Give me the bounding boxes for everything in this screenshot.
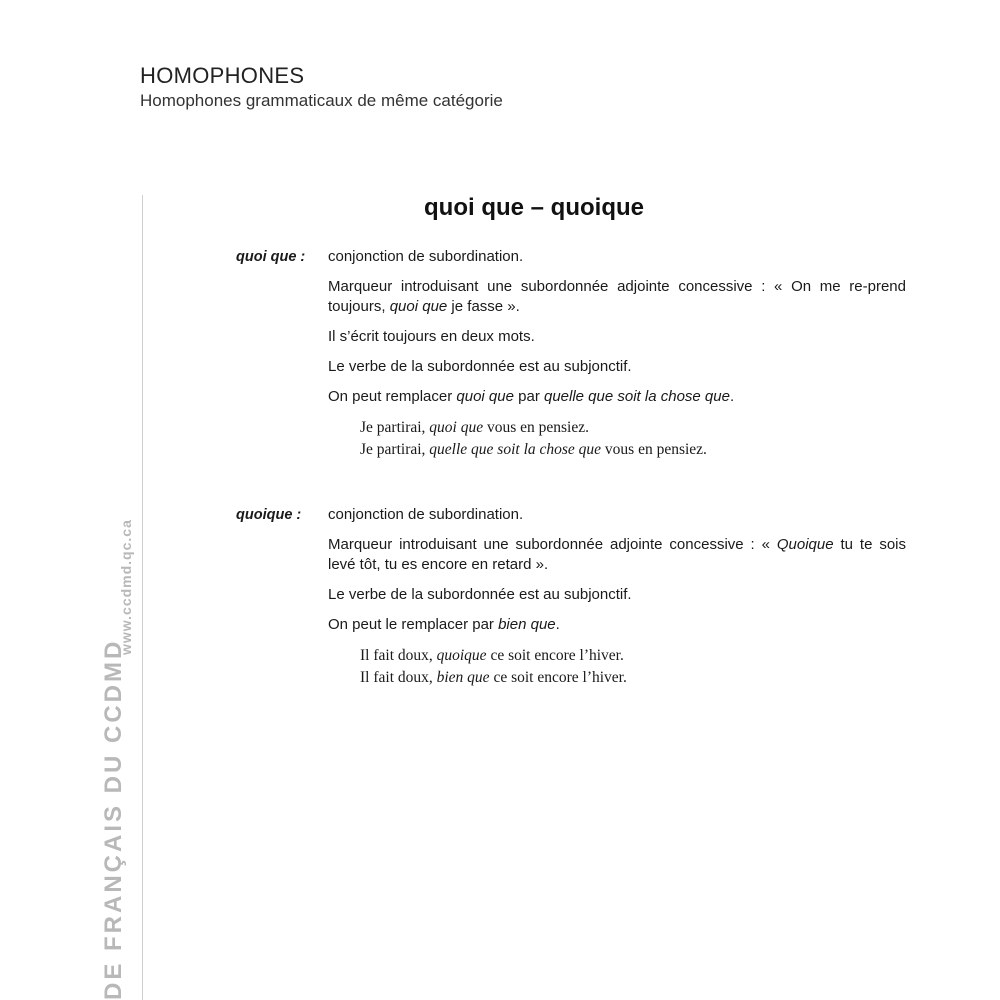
example-sentence: Il fait doux, quoique ce soit encore l’hiver. xyxy=(360,647,624,664)
definition-line: conjonction de subordination. xyxy=(328,506,524,523)
definition-line: Il s’écrit toujours en deux mots. xyxy=(328,328,535,345)
example-sentence: Je partirai, quelle que soit la chose que vous en pensiez. xyxy=(360,441,707,458)
margin-divider xyxy=(142,195,143,1000)
entry-definitions xyxy=(328,505,906,689)
entry-term: quoique : xyxy=(236,507,302,523)
example-sentence: Je partirai, quoi que vous en pensiez. xyxy=(360,419,589,436)
page-header xyxy=(140,62,503,112)
definition-line: Marqueur introduisant une subordonnée adjointe concessive : « On me re-prend toujours, quoi que je fasse ». xyxy=(328,278,906,315)
entry-definitions xyxy=(328,247,906,461)
publisher-brand: DE FRANÇAIS DU CCDMD xyxy=(100,638,127,1000)
definition-line: On peut remplacer quoi que par quelle que soit la chose que. xyxy=(328,388,735,405)
entry-term: quoi que : xyxy=(236,249,306,265)
topic-title: quoi que – quoique xyxy=(424,194,644,221)
example-sentence: Il fait doux, bien que ce soit encore l’hiver. xyxy=(360,669,627,686)
section-title: HOMOPHONES xyxy=(140,63,305,88)
definition-line: Le verbe de la subordonnée est au subjonctif. xyxy=(328,358,632,375)
example-block xyxy=(360,645,906,689)
definition-line: Le verbe de la subordonnée est au subjonctif. xyxy=(328,586,632,603)
section-subtitle: Homophones grammaticaux de même catégorie xyxy=(140,91,503,110)
definition-line: conjonction de subordination. xyxy=(328,248,524,265)
definition-line: Marqueur introduisant une subordonnée adjointe concessive : « Quoique tu te sois levé tôt, tu es encore en retard ». xyxy=(328,536,906,573)
example-block xyxy=(360,417,906,461)
publisher-url: www.ccdmd.qc.ca xyxy=(118,519,134,655)
definition-line: On peut le remplacer par bien que. xyxy=(328,616,560,633)
